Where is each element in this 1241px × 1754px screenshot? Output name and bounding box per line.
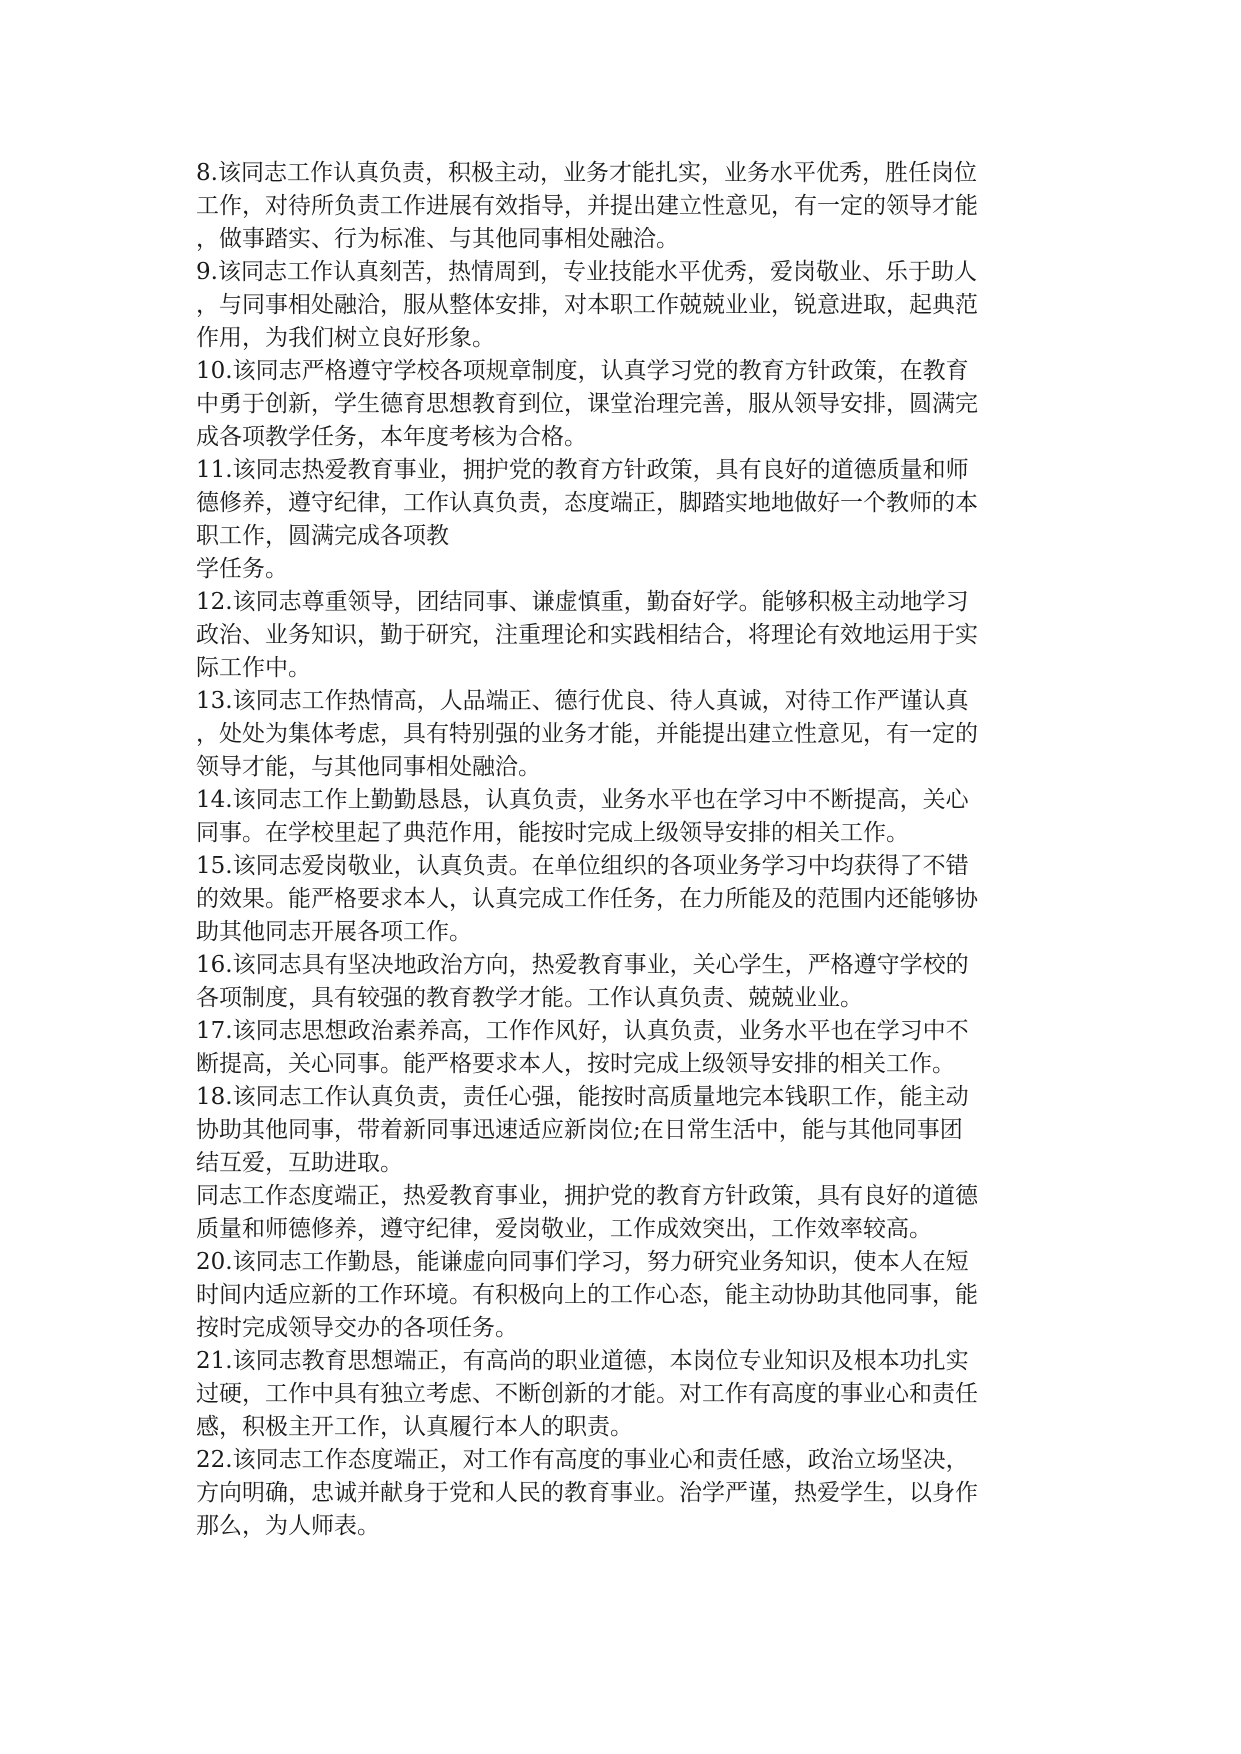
text-line: 际工作中。 <box>196 655 311 681</box>
text-line: 作用，为我们树立良好形象。 <box>196 325 495 351</box>
text-line: ，与同事相处融洽，服从整体安排，对本职工作兢兢业业，锐意进取，起典范 <box>196 292 978 318</box>
text-line: 8.该同志工作认真负责，积极主动，业务才能扎实，业务水平优秀，胜任岗位 <box>196 160 977 186</box>
text-line: 17.该同志思想政治素养高，工作作风好，认真负责，业务水平也在学习中不 <box>196 1018 969 1044</box>
text-line: 学任务。 <box>196 556 288 582</box>
text-line: 政治、业务知识，勤于研究，注重理论和实践相结合，将理论有效地运用于实 <box>196 622 978 648</box>
text-line: 21.该同志教育思想端正，有高尚的职业道德，本岗位专业知识及根本功扎实 <box>196 1348 969 1374</box>
text-line: 助其他同志开展各项工作。 <box>196 919 472 945</box>
text-line: 同志工作态度端正，热爱教育事业，拥护党的教育方针政策，具有良好的道德 <box>196 1183 978 1209</box>
text-line: 感，积极主开工作，认真履行本人的职责。 <box>196 1414 633 1440</box>
text-line: 工作，对待所负责工作进展有效指导，并提出建立性意见，有一定的领导才能 <box>196 193 978 219</box>
text-line: 14.该同志工作上勤勤恳恳，认真负责，业务水平也在学习中不断提高，关心 <box>196 787 969 813</box>
text-line: 同事。在学校里起了典范作用，能按时完成上级领导安排的相关工作。 <box>196 820 909 846</box>
text-line: 领导才能，与其他同事相处融洽。 <box>196 754 541 780</box>
text-line: 中勇于创新，学生德育思想教育到位，课堂治理完善，服从领导安排，圆满完 <box>196 391 978 417</box>
text-line: 12.该同志尊重领导，团结同事、谦虚慎重，勤奋好学。能够积极主动地学习 <box>196 589 969 615</box>
text-line: 的效果。能严格要求本人，认真完成工作任务，在力所能及的范围内还能够协 <box>196 886 978 912</box>
text-line: 15.该同志爱岗敬业，认真负责。在单位组织的各项业务学习中均获得了不错 <box>196 853 969 879</box>
text-line: 11.该同志热爱教育事业，拥护党的教育方针政策，具有良好的道德质量和师 <box>196 457 969 483</box>
text-line: 协助其他同事，带着新同事迅速适应新岗位;在日常生活中，能与其他同事团 <box>196 1117 963 1143</box>
document-body <box>196 157 1056 1543</box>
text-line: 16.该同志具有坚决地政治方向，热爱教育事业，关心学生，严格遵守学校的 <box>196 952 969 978</box>
text-line: 9.该同志工作认真刻苦，热情周到，专业技能水平优秀，爱岗敬业、乐于助人 <box>196 259 977 285</box>
text-line: 质量和师德修养，遵守纪律，爱岗敬业，工作成效突出，工作效率较高。 <box>196 1216 932 1242</box>
text-line: 职工作，圆满完成各项教 <box>196 523 449 549</box>
text-line: 18.该同志工作认真负责，责任心强，能按时高质量地完本钱职工作，能主动 <box>196 1084 969 1110</box>
text-line: ，做事踏实、行为标准、与其他同事相处融洽。 <box>196 226 679 252</box>
text-line: 成各项教学任务，本年度考核为合格。 <box>196 424 587 450</box>
text-line: 时间内适应新的工作环境。有积极向上的工作心态，能主动协助其他同事，能 <box>196 1282 978 1308</box>
text-line: 断提高，关心同事。能严格要求本人，按时完成上级领导安排的相关工作。 <box>196 1051 955 1077</box>
text-line: 10.该同志严格遵守学校各项规章制度，认真学习党的教育方针政策，在教育 <box>196 358 969 384</box>
text-line: 过硬，工作中具有独立考虑、不断创新的才能。对工作有高度的事业心和责任 <box>196 1381 978 1407</box>
text-line: 按时完成领导交办的各项任务。 <box>196 1315 518 1341</box>
text-line: 德修养，遵守纪律，工作认真负责，态度端正，脚踏实地地做好一个教师的本 <box>196 490 978 516</box>
text-line: 20.该同志工作勤恳，能谦虚向同事们学习，努力研究业务知识，使本人在短 <box>196 1249 969 1275</box>
text-line: ，处处为集体考虑，具有特别强的业务才能，并能提出建立性意见，有一定的 <box>196 721 978 747</box>
text-line: 13.该同志工作热情高，人品端正、德行优良、待人真诚，对待工作严谨认真 <box>196 688 969 714</box>
text-line: 那么，为人师表。 <box>196 1513 380 1539</box>
text-line: 结互爱，互助进取。 <box>196 1150 403 1176</box>
text-line: 方向明确，忠诚并献身于党和人民的教育事业。治学严谨，热爱学生，以身作 <box>196 1480 978 1506</box>
text-line: 22.该同志工作态度端正，对工作有高度的事业心和责任感，政治立场坚决， <box>196 1447 969 1473</box>
text-line: 各项制度，具有较强的教育教学才能。工作认真负责、兢兢业业。 <box>196 985 863 1011</box>
